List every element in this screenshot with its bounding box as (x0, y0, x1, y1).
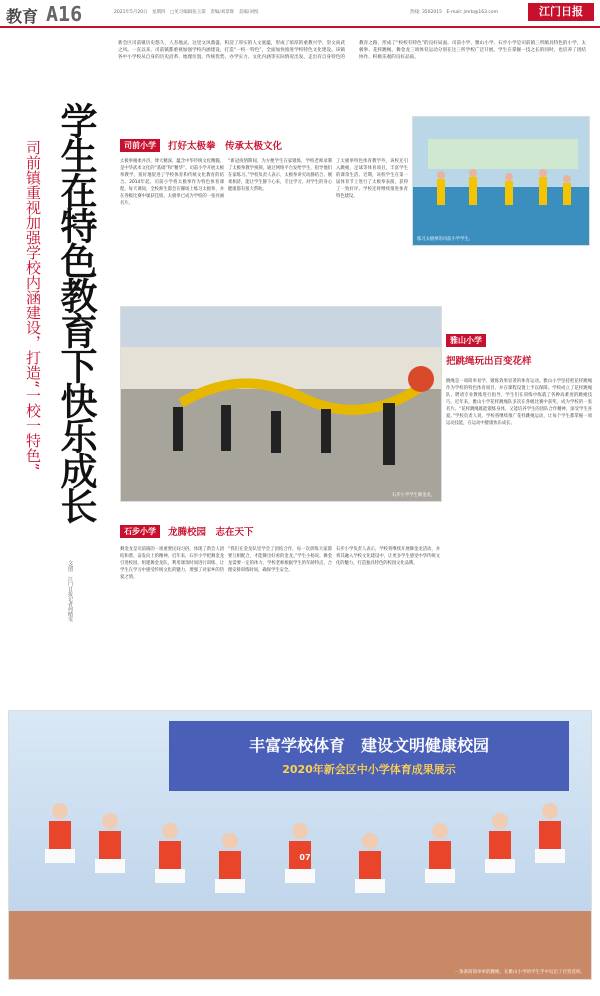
section1-header (120, 138, 350, 152)
intro-text: 新会区司前镇历史悠久，人杰地灵。这里文风鼎盛，积淀了厚实的人文底蕴，形成了浓厚的重教兴学、崇文尚武之风。一直以来，司前镇都重视加强学校内涵建设，打造“一校一特色”，全面加快推进学校特色文化建设。该镇各中小学校从自身的历史沿革、地理位置、传统优势、办学实力、文化内涵等实际情况出发，走出有自身特色的教育之路，形成了“校校有特色”的良好局面。司前小学、雅山小学、石步小学是司前镇三所颇具特色的小学，太极拳、花样跳绳、舞金龙三项体育运动分别在这三所学校广泛开展。学生在掌握一技之长的同时，也培养了团结协作、积极乐观的良好品质。 (118, 41, 586, 60)
section1-col1: 太极拳刚柔并济，博大精深，蕴含中华传统文化精髓，是中华武术文化的“基础”和“精华”。司前小学开展太极拳教学，很好地促进了学校体育和传统文化教育的结合。2014年起，司前小学将太极拳作为特色体育课程，每天课间，全校师生都会在操场上练习太极拳，并在各级比赛中屡获佳绩，太极拳已成为学校的一张亮丽名片。 (120, 159, 224, 206)
section2-title: 龙腾校园 志在天下 (168, 527, 254, 538)
section2-col2: “我们在金龙队里学会了团结合作，每一次训练大家都要互相配合，才能舞出好看的金龙。”学生小杨说。舞金龙需要一定的体力，学校老师根据学生的年龄特点，合理安排训练时间，确保学生安全。 (228, 547, 332, 573)
dragon-photo (120, 306, 442, 502)
banner-bottom-text: 2020年新会区中小学体育成果展示 (282, 763, 456, 776)
section1-col2: “新冠疫情期间，为方便学生在家锻炼，学校老师录制了太极拳教学视频，通过网络平台发给学生，指导他们在家练习。”学校负责人表示，太极拳讲究动静结合、刚柔相济，能让学生静下心来，专注学习，对学生的身心健康都有很大帮助。 (228, 159, 332, 192)
rope-skipping-caption: 一条条简简单单的跳绳，在雅山小学的学生手中玩出了百变花样。 (454, 970, 585, 975)
section3-title: 把跳绳玩出百变花样 (446, 356, 532, 367)
section3-tag: 雅山小学 (446, 334, 486, 347)
jersey-number: 07 (299, 853, 311, 862)
section1-col3: 了太极拳特色体育教学外，该校还引入跳绳、足球等体育项目，丰富学生的课余生活。近期，该校学生在第一届体育节上进行了太极拳表演，获得了一致好评。学校还将继续推进体育特色建设。 (336, 159, 408, 199)
section3-header (446, 334, 596, 367)
dragon-photo-caption: 石步小学学生舞金龙。 (392, 493, 435, 498)
newspaper-logo: 江门日报 (528, 3, 594, 21)
section2-col1: 舞金龙是司前镇的一项重要民间习俗，体现了新会人团结和谐、奋发向上的精神。近年来，石步小学把舞金龙引进校园，组建舞金龙队，利用课余时间进行训练，让学生在学习中感受传统文化的魅力，增强了对家乡的热爱之情。 (120, 547, 224, 580)
section1-title: 打好太极拳 传承太极文化 (168, 141, 283, 152)
section2-col3: 石步小学负责人表示，学校将继续开展舞金龙活动，并将其融入学校文化建设中，让更多学生感受中华传统文化的魅力，打造独具特色的校园文化品牌。 (336, 547, 440, 566)
byline: 文/图 江门日报记者何晴雯 (67, 560, 73, 622)
taichi-photo-svg (413, 117, 590, 246)
banner-top-text: 丰富学校体育 建设文明健康校园 (248, 736, 489, 755)
section2-tag: 石步小学 (120, 525, 160, 538)
headline-sub: 司前镇重视加强学校内涵建设，打造“一校一特色” (24, 140, 42, 471)
masthead-meta: 2021年5月20日 星期四 □见习编辑张玉棠 责编/刘景辉 美编/刘悦 (114, 10, 259, 15)
page-number: A16 (46, 2, 83, 26)
masthead-right-meta: 热线: 3502015 E-mail: jmrb@163.com (410, 10, 499, 15)
taichi-photo-caption: 练习太极拳的司前小学学生。 (417, 237, 473, 242)
rope-skipping-photo (8, 710, 592, 980)
taichi-photo (412, 116, 590, 246)
dragon-photo-svg (121, 307, 442, 502)
section1-tag: 司前小学 (120, 139, 160, 152)
headline-main: 学生在特色教育下快乐成长 (54, 102, 98, 522)
section2-header (120, 524, 350, 538)
section-name: 教育 (6, 7, 39, 26)
masthead (0, 0, 600, 28)
section3-text: 跳绳是一项简单易学、锻炼效果显著的体育运动。雅山小学坚持把花样跳绳作为学校的特色体育项目，并在课程设置上予以保障。学校成立了花样跳绳队，聘请专业教练进行指导，学生们在训练中练就了各种高难度的跳绳技巧。近年来，雅山小学花样跳绳队多次在各级比赛中获奖，成为学校的一张名片。“花样跳绳既能锻炼身体，又能培养学生的团队合作精神，深受学生喜爱。”学校负责人说，学校将继续推广花样跳绳运动，让每个学生都掌握一项运动技能，在运动中健康快乐成长。 (446, 379, 592, 426)
